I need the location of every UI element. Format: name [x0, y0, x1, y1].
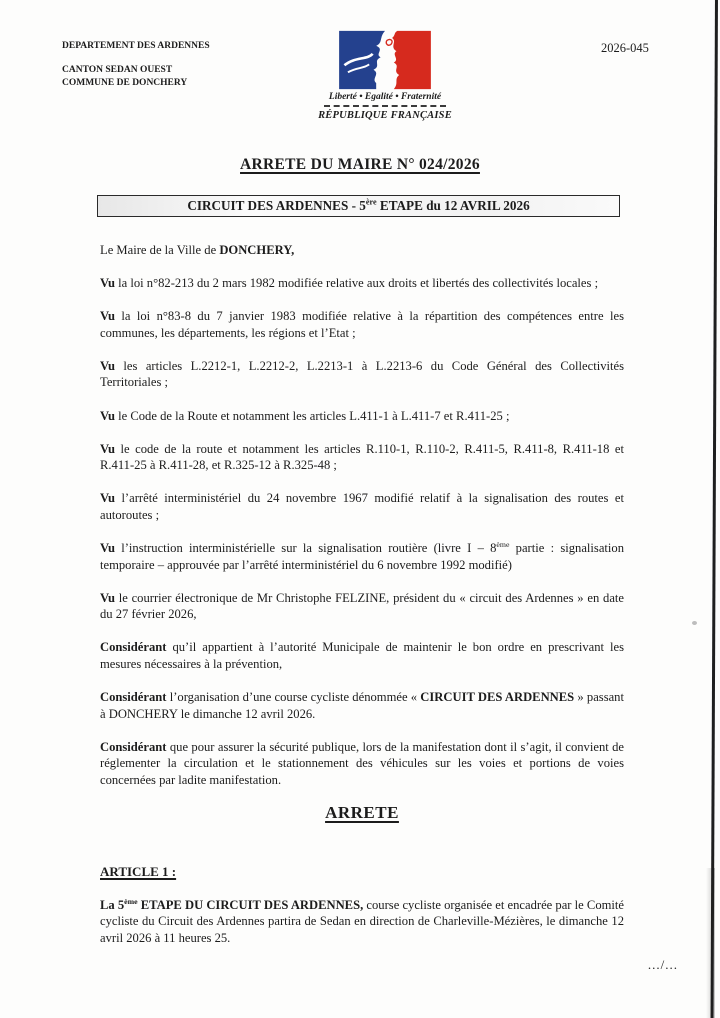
paragraph-vu-3	[100, 358, 624, 391]
text-segment: La 5	[100, 897, 125, 912]
republique-francaise-logo	[300, 30, 470, 121]
scan-page-edge-line	[710, 0, 718, 1018]
text-segment: l’organisation d’une course cycliste dénommée «	[166, 690, 421, 705]
text-segment: CIRCUIT DES ARDENNES - 5	[187, 198, 366, 213]
decree-reference-number: 2026-045	[601, 41, 649, 55]
motto-divider	[324, 105, 446, 107]
text-segment: Considérant	[100, 640, 167, 655]
commune-label: COMMUNE DE DONCHERY	[62, 78, 188, 88]
text-segment: le Code de la Route et notamment les articles L.411-1 à L.411-7 et R.411-25 ;	[114, 408, 510, 423]
logo-blue-field	[339, 31, 385, 89]
article-1-heading	[100, 864, 624, 881]
marianne-flag-icon	[332, 30, 438, 90]
text-segment: ème	[496, 539, 510, 549]
arrete-heading-text: ARRETE	[325, 803, 399, 823]
scan-dust-speck	[692, 621, 697, 625]
text-segment: les articles L.2212-1, L.2212-2, L.2213-1 à L.2213-6 du Code Général des Collectivités Territoriales ;	[100, 358, 624, 390]
text-segment: ETAPE DU CIRCUIT DES ARDENNES,	[137, 897, 364, 912]
decree-title-text: ARRETE DU MAIRE N° 024/2026	[240, 156, 480, 173]
canton-label: CANTON SEDAN OUEST	[62, 65, 173, 75]
text-segment: l’arrêté interministériel du 24 novembre 1967 modifié relatif à la signalisation des routes et autoroutes ;	[100, 491, 624, 522]
text-segment: ETAPE du 12 AVRIL 2026	[376, 198, 530, 213]
paragraph-vu-8	[100, 590, 624, 623]
paragraph-vu-5	[100, 441, 624, 474]
text-segment: le courrier électronique de Mr Christophe FELZINE, président du « circuit des Ardennes » en date du 27 février 2026,	[100, 590, 624, 622]
text-segment: Vu	[100, 309, 115, 324]
text-segment: course cycliste organisée et encadrée par le Comité cycliste du Circuit des Ardennes partira de Sedan en direction de Charleville-Mézières, le dimanche 12 avril 2026 à 11 heures 25.	[100, 897, 624, 945]
text-segment: » passant à DONCHERY le dimanche 12 avril 2026.	[100, 690, 624, 721]
text-segment: Vu	[100, 590, 115, 605]
article-1-heading-text: ARTICLE 1 :	[100, 863, 177, 879]
text-segment: Considérant	[100, 739, 167, 754]
logo-red-field	[392, 31, 431, 89]
text-segment: Vu	[100, 491, 115, 506]
paragraph-vu-6	[100, 490, 624, 523]
text-segment: Vu	[100, 408, 115, 423]
text-segment: ème	[124, 896, 138, 906]
decree-title	[0, 156, 720, 174]
text-segment: Vu	[100, 541, 115, 556]
paragraph-vu-4	[100, 408, 624, 425]
text-segment: partie : signalisation temporaire – approuvée par l’arrêté interministériel du 6 novembre 1992 modifié)	[100, 541, 625, 572]
page-continuation-mark: .../...	[647, 957, 678, 972]
text-segment: ère	[365, 197, 377, 207]
text-segment: l’instruction interministérielle sur la signalisation routière (livre I – 8	[114, 541, 497, 556]
paragraph-vu-7	[100, 540, 624, 573]
text-segment: que pour assurer la sécurité publique, lors de la manifestation dont il s’agit, il convient de réglementer la circulation et le stationnement des véhicules sur les voies et portions de voies concernées par ladite manifestation.	[100, 739, 624, 787]
department-label: DEPARTEMENT DES ARDENNES	[62, 41, 210, 51]
arrete-section-heading	[100, 805, 624, 822]
text-segment: la loi n°82-213 du 2 mars 1982 modifiée relative aux droits et libertés des collectivités locales ;	[114, 276, 599, 291]
paragraph-vu-2	[100, 308, 624, 341]
text-segment: le code de la route et notamment les articles R.110-1, R.110-2, R.411-5, R.411-8, R.411-18 et R.411-25 à R.411-28, et R.325-12 à R.325-48 ;	[100, 441, 624, 473]
text-segment: qu’il appartient à l’autorité Municipale de maintenir le bon ordre en prescrivant les mesures nécessaires à la prévention,	[100, 640, 624, 671]
paragraph-considerant-1	[100, 639, 624, 672]
text-segment: Vu	[100, 441, 115, 456]
text-segment: Le Maire de la Ville de	[100, 243, 220, 257]
text-segment: Considérant	[100, 690, 167, 705]
motto-label: Liberté • Egalité • Fraternité	[328, 92, 442, 102]
text-segment: CIRCUIT DES ARDENNES	[420, 690, 575, 705]
paragraph-vu-1	[100, 275, 624, 292]
text-segment: Vu	[100, 358, 115, 373]
paragraph-salutation	[100, 242, 624, 259]
logo-face-curl	[386, 40, 392, 46]
paragraph-considerant-3	[100, 739, 624, 789]
republique-label: RÉPUBLIQUE FRANÇAISE	[318, 110, 452, 121]
text-segment: Vu	[100, 276, 115, 291]
article-1-text	[100, 897, 624, 947]
text-segment: DONCHERY,	[219, 243, 295, 257]
event-banner	[97, 195, 620, 217]
paragraph-considerant-2	[100, 689, 624, 722]
issuing-authority-block	[62, 40, 210, 90]
decree-body	[100, 242, 624, 963]
text-segment: la loi n°83-8 du 7 janvier 1983 modifiée relative à la répartition des compétences entre les communes, les départements, les régions et l’Etat ;	[100, 309, 624, 340]
